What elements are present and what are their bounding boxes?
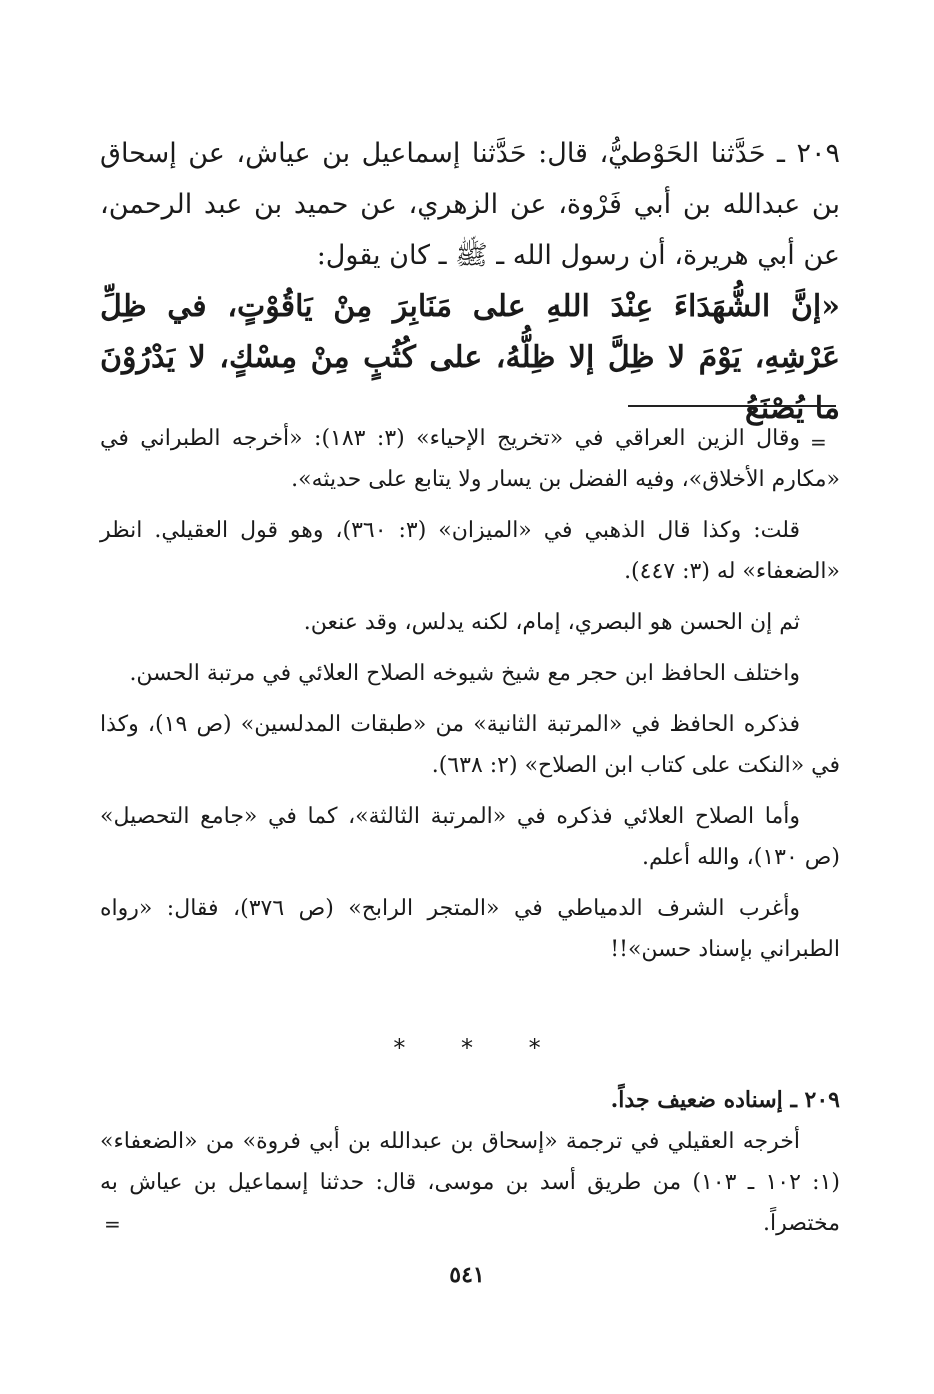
takhrij-block xyxy=(100,1080,840,1244)
footnote-paragraph: وقال الزين العراقي في «تخريج الإحياء» (٣: ١٨٣): «أخرجه الطبراني في «مكارم الأخلاق»، وفيه الفضل بن يسار ولا يتابع على حديثه». xyxy=(100,426,840,492)
section-divider-stars: * * * xyxy=(393,1034,541,1062)
page-number: ٥٤١ xyxy=(449,1262,485,1288)
footnote-paragraph: واختلف الحافظ ابن حجر مع شيخ شيوخه الصلاح العلائي في مرتبة الحسن. xyxy=(129,661,800,686)
hadith-text: «إنَّ الشُّهَدَاءَ عِنْدَ اللهِ على مَنَابِرَ مِنْ يَاقُوْتٍ، في ظِلِّ عَرْشِهِ، يَوْمَ لا ظِلَّ إلا ظِلُّهُ، على كُثُبٍ مِنْ مِسْكٍ، لا يَدْرُوْنَ ما يُصْنَعُ xyxy=(100,289,840,426)
takhrij-body: أخرجه العقيلي في ترجمة «إسحاق بن عبدالله بن أبي فروة» من «الضعفاء» (١: ١٠٢ ـ ١٠٣) من طريق أسد بن موسى، قال: حدثنا إسماعيل بن عياش به مختصراً. xyxy=(100,1129,840,1236)
isnad-paragraph: ٢٠٩ ـ حَدَّثنا الحَوْطيُّ، قال: حَدَّثنا إسماعيل بن عياش، عن إسحاق بن عبدالله بن أبي فَرْوة، عن الزهري، عن حميد بن عبد الرحمن، عن أبي هريرة، أن رسول الله ـ ﷺ ـ كان يقول: xyxy=(100,138,840,271)
takhrij-heading: ٢٠٩ ـ إسناده ضعيف جداً. xyxy=(610,1087,840,1113)
continuation-mark-top: = xyxy=(810,430,827,454)
footnote-paragraph: وأما الصلاح العلائي فذكره في «المرتبة الثالثة»، كما في «جامع التحصيل» (ص ١٣٠)، والله أعلم. xyxy=(100,804,840,870)
footnote-paragraph: ثم إن الحسن هو البصري، إمام، لكنه يدلس، وقد عنعن. xyxy=(303,610,800,635)
footnote-separator xyxy=(628,405,836,407)
footnote-paragraph: قلت: وكذا قال الذهبي في «الميزان» (٣: ٣٦٠)، وهو قول العقيلي. انظر «الضعفاء» له (٣: ٤٤٧). xyxy=(100,518,840,584)
footnote-paragraph: فذكره الحافظ في «المرتبة الثانية» من «طبقات المدلسين» (ص ١٩)، وكذا في «النكت على كتاب ابن الصلاح» (٢: ٦٣٨). xyxy=(100,712,840,778)
footnotes-block xyxy=(100,418,840,980)
continuation-mark-bottom: = xyxy=(104,1212,121,1236)
main-text-block xyxy=(100,128,840,434)
footnote-paragraph: وأغرب الشرف الدمياطي في «المتجر الرابح» (ص ٣٧٦)، فقال: «رواه الطبراني بإسناد حسن»!! xyxy=(100,896,840,962)
